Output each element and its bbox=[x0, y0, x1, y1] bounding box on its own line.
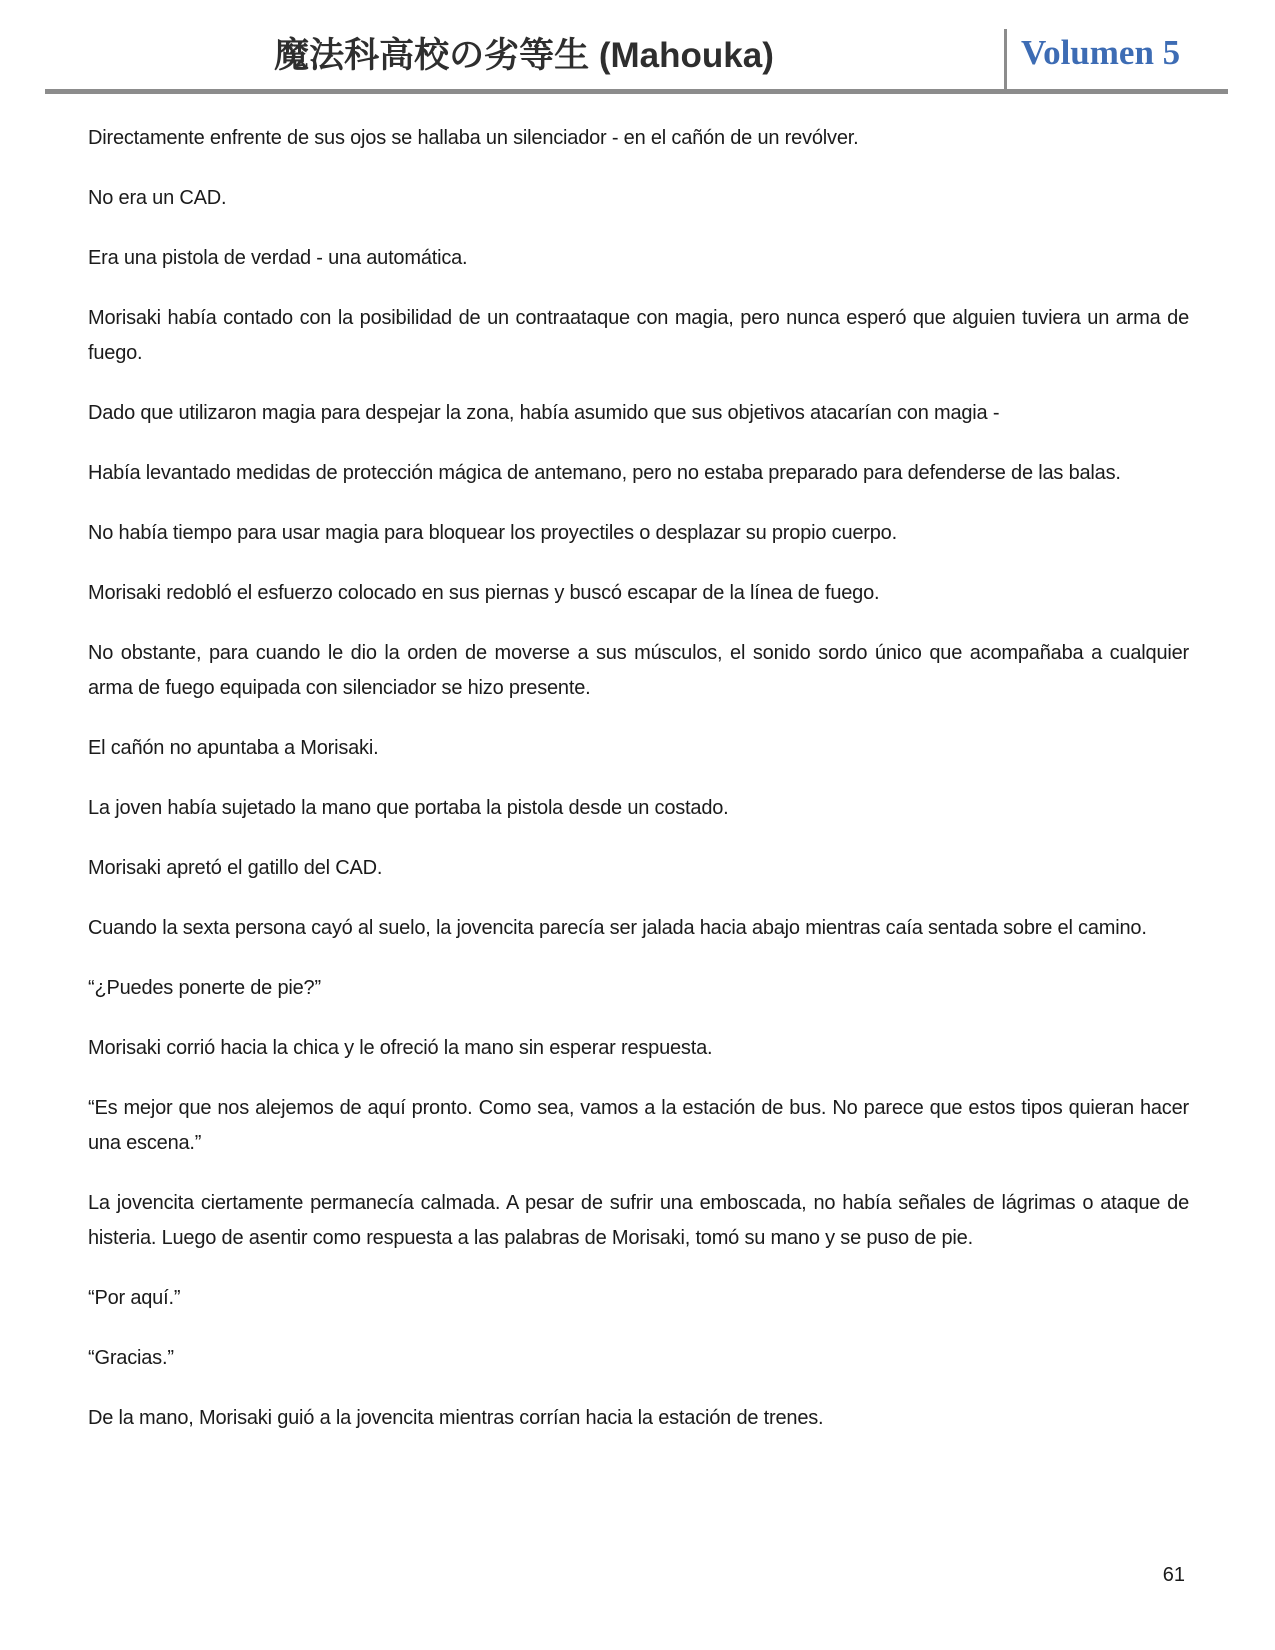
paragraph: Morisaki apretó el gatillo del CAD. bbox=[88, 857, 383, 879]
paragraph: Directamente enfrente de sus ojos se hallaba un silenciador - en el cañón de un revólver. bbox=[88, 127, 859, 149]
paragraph: Morisaki redobló el esfuerzo colocado en sus piernas y buscó escapar de la línea de fuego. bbox=[88, 582, 880, 604]
volume-label: Volumen 5 bbox=[1021, 33, 1181, 72]
paragraph: De la mano, Morisaki guió a la jovencita mientras corrían hacia la estación de trenes. bbox=[88, 1407, 824, 1429]
paragraph: La joven había sujetado la mano que portaba la pistola desde un costado. bbox=[88, 797, 729, 819]
paragraph: “Por aquí.” bbox=[88, 1287, 181, 1309]
paragraph: Cuando la sexta persona cayó al suelo, la jovencita parecía ser jalada hacia abajo mientras caía sentada sobre el camino. bbox=[88, 917, 1147, 939]
page-body bbox=[88, 121, 1189, 1461]
paragraph: No obstante, para cuando le dio la orden de moverse a sus músculos, el sonido sordo único que acompañaba a cualquier arma de fuego equipada con silenciador se hizo presente. bbox=[88, 642, 1189, 699]
paragraph: Era una pistola de verdad - una automática. bbox=[88, 247, 468, 269]
page-number: 61 bbox=[1162, 1564, 1185, 1586]
paragraph: No había tiempo para usar magia para bloquear los proyectiles o desplazar su propio cuerpo. bbox=[88, 522, 897, 544]
paragraph: El cañón no apuntaba a Morisaki. bbox=[88, 737, 379, 759]
header-vertical-divider bbox=[1004, 29, 1007, 92]
paragraph: Había levantado medidas de protección mágica de antemano, pero no estaba preparado para defenderse de las balas. bbox=[88, 462, 1121, 484]
paragraph: La jovencita ciertamente permanecía calmada. A pesar de sufrir una emboscada, no había señales de lágrimas o ataque de histeria. Luego de asentir como respuesta a las palabras de Morisaki, tomó su mano y se puso de pie. bbox=[88, 1192, 1189, 1249]
paragraph: Morisaki había contado con la posibilidad de un contraataque con magia, pero nunca esperó que alguien tuviera un arma de fuego. bbox=[88, 307, 1189, 364]
paragraph: “¿Puedes ponerte de pie?” bbox=[88, 977, 321, 999]
page-title: 魔法科高校の劣等生 (Mahouka) bbox=[274, 36, 774, 75]
paragraph: No era un CAD. bbox=[88, 187, 227, 209]
paragraph: “Es mejor que nos alejemos de aquí pronto. Como sea, vamos a la estación de bus. No parece que estos tipos quieran hacer una escena.” bbox=[88, 1097, 1189, 1154]
header-horizontal-rule bbox=[45, 89, 1228, 94]
paragraph: Morisaki corrió hacia la chica y le ofreció la mano sin esperar respuesta. bbox=[88, 1037, 713, 1059]
paragraph: “Gracias.” bbox=[88, 1347, 174, 1369]
paragraph: Dado que utilizaron magia para despejar la zona, había asumido que sus objetivos atacarían con magia - bbox=[88, 402, 1000, 424]
